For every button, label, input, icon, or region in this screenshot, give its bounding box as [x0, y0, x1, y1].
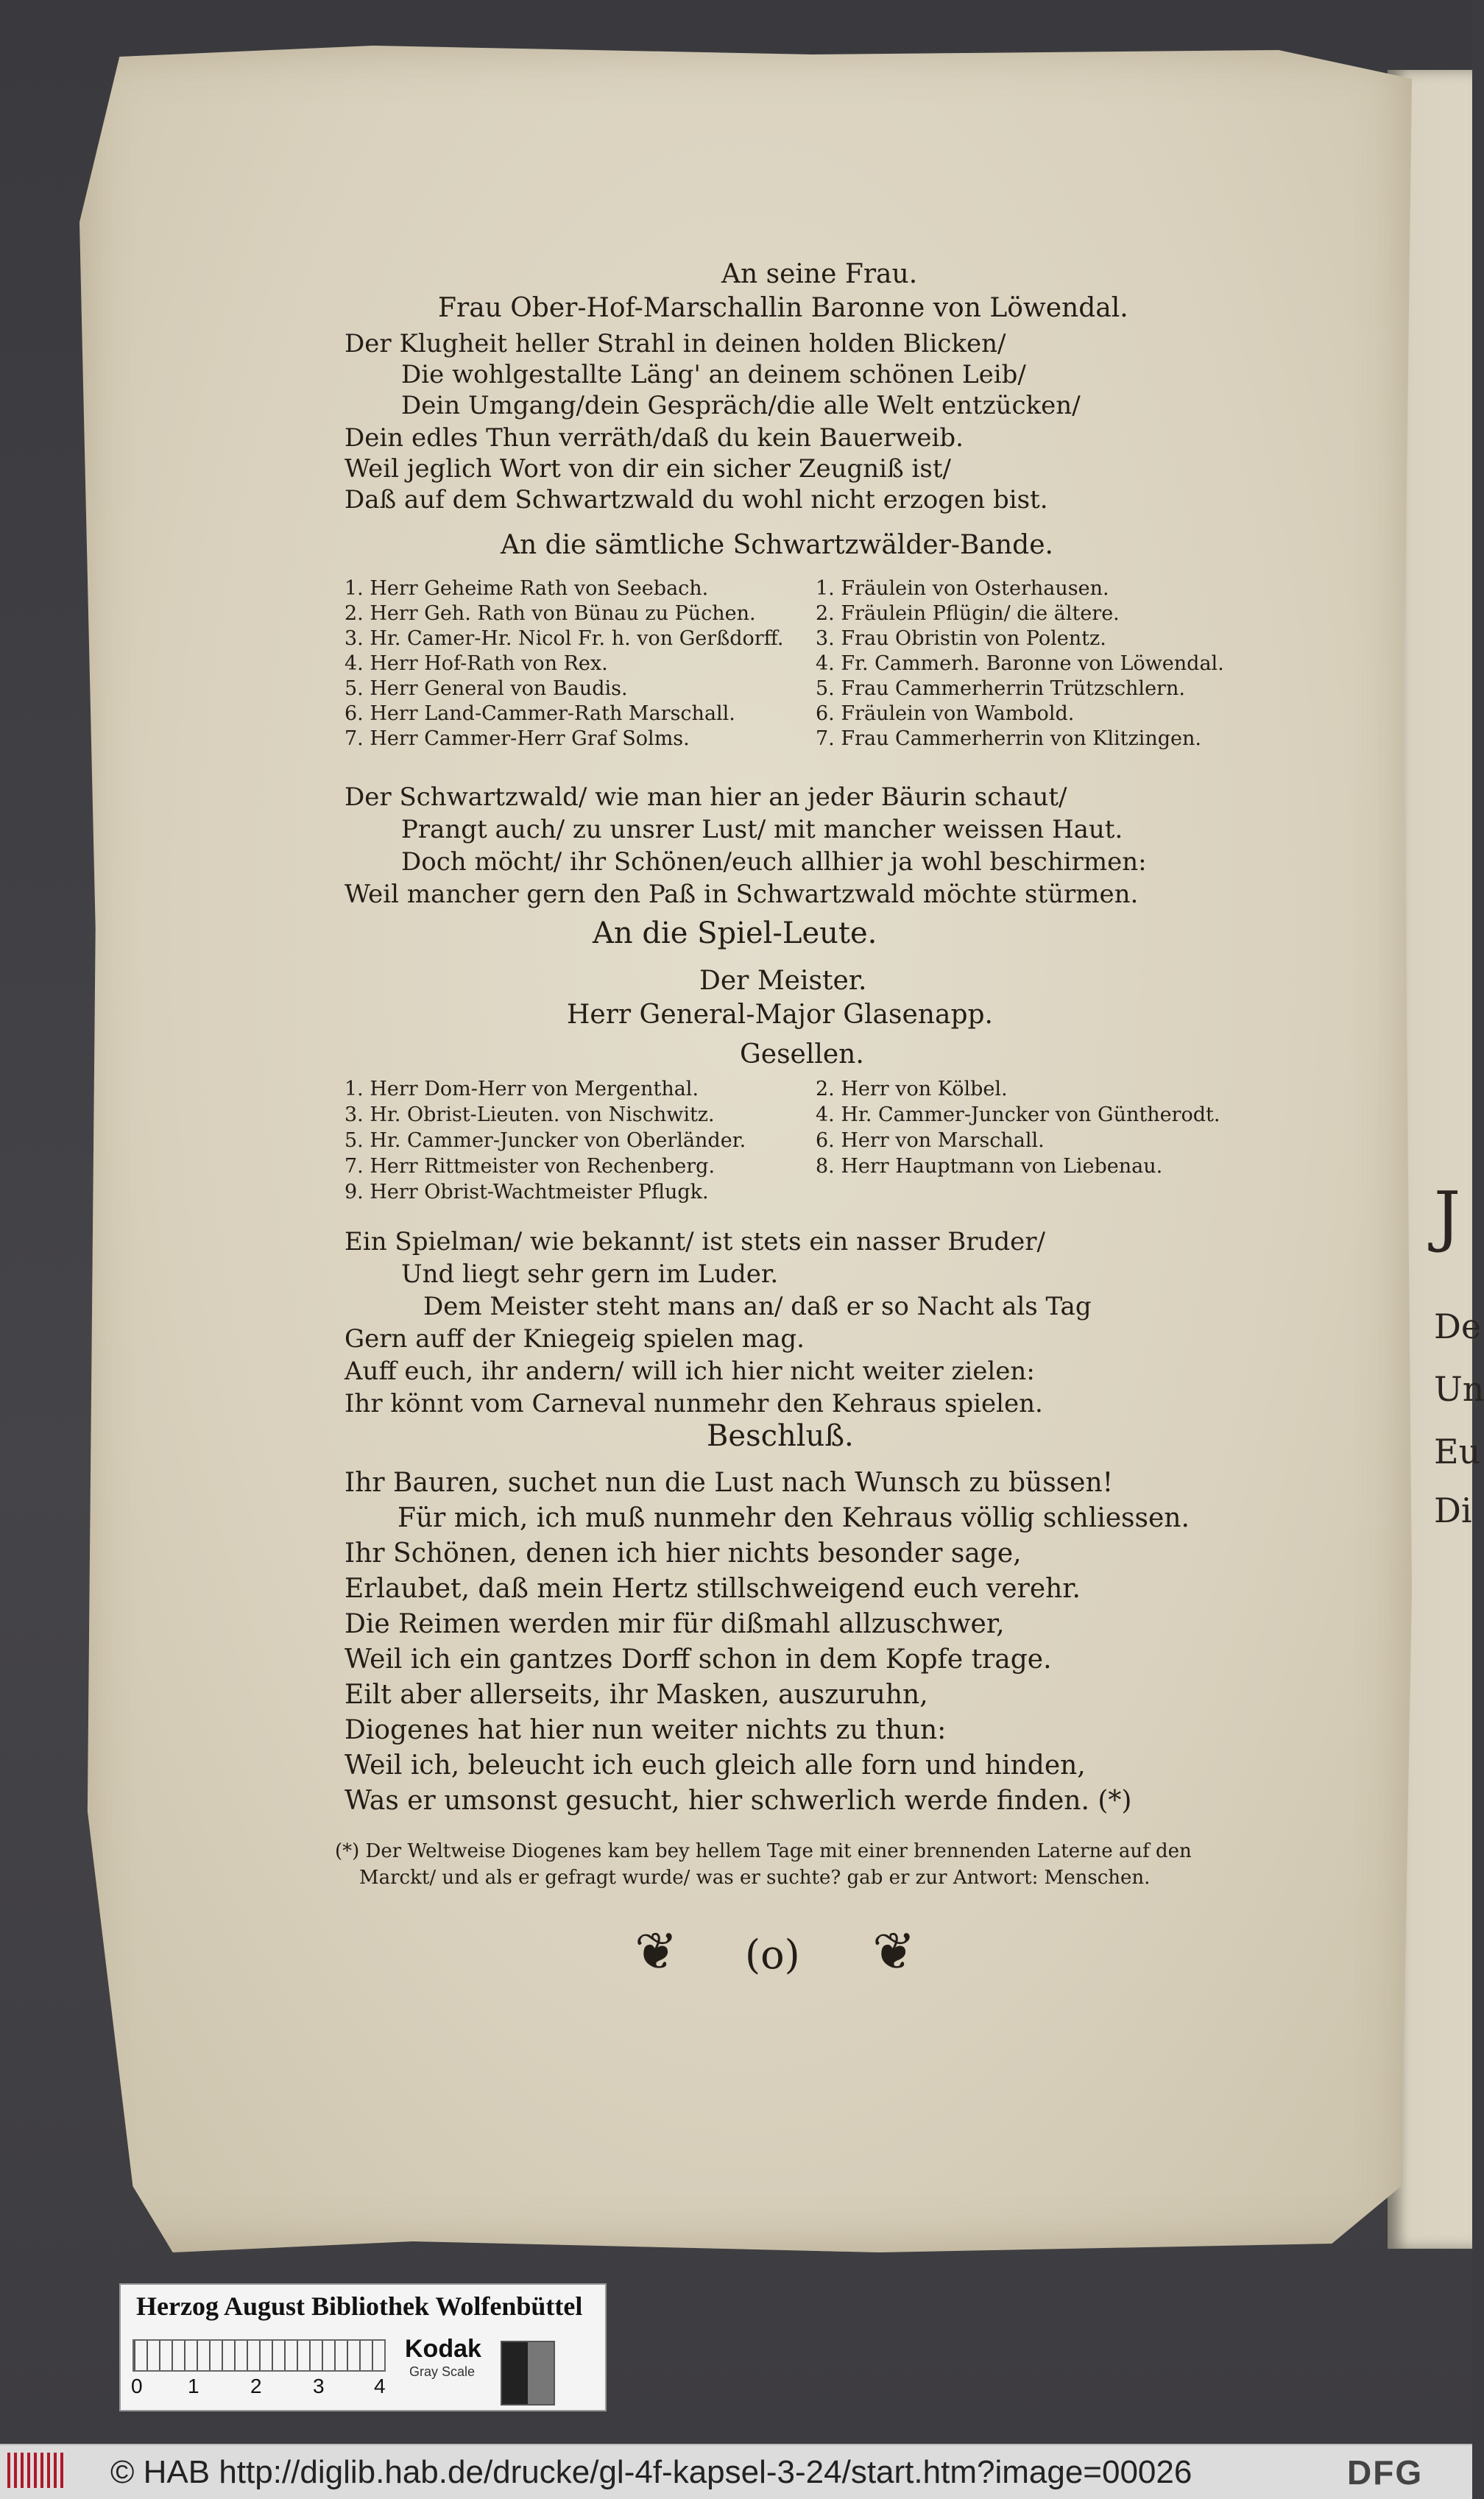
next-page-fragment: Eu — [1434, 1432, 1481, 1471]
verse-line: Daß auf dem Schwartzwald du wohl nicht erzogen bist. — [344, 485, 1048, 515]
list-item: 1. Herr Dom-Herr von Mergenthal. — [344, 1078, 699, 1100]
poem1-title: An seine Frau. — [721, 259, 918, 289]
poem1-subtitle: Frau Ober-Hof-Marschallin Baronne von Löwendal. — [438, 293, 1128, 323]
verse-line: Dein Umgang/dein Gespräch/die alle Welt entzücken/ — [401, 391, 1081, 420]
verse-line: Dem Meister steht mans an/ daß er so Nacht als Tag — [423, 1292, 1092, 1321]
section-title: Beschluß. — [707, 1419, 854, 1453]
footer-url[interactable]: © HAB http://diglib.hab.de/drucke/gl-4f-kapsel-3-24/start.htm?image=00026 — [110, 2454, 1192, 2490]
list-item: 1. Fräulein von Osterhausen. — [816, 577, 1109, 600]
next-page-fragment: De — [1434, 1307, 1482, 1346]
verse-line: Die Reimen werden mir für dißmahl allzuschwer, — [344, 1609, 1005, 1639]
dfg-logo: DFG — [1347, 2453, 1424, 2492]
list-item: 6. Herr von Marschall. — [816, 1129, 1045, 1152]
verse-line: Prangt auch/ zu unsrer Lust/ mit mancher weissen Haut. — [401, 815, 1123, 844]
gray-swatch — [501, 2341, 555, 2406]
list-item: 5. Hr. Cammer-Juncker von Oberländer. — [344, 1129, 746, 1152]
list-item: 7. Herr Cammer-Herr Graf Solms. — [344, 727, 690, 750]
verse-line: Der Klugheit heller Strahl in deinen holden Blicken/ — [344, 329, 1006, 358]
meister-name: Herr General-Major Glasenapp. — [567, 1000, 993, 1030]
section-title: An die sämtliche Schwartzwälder-Bande. — [501, 530, 1053, 560]
list-item: 2. Herr von Kölbel. — [816, 1078, 1008, 1100]
gesellen-label: Gesellen. — [740, 1039, 864, 1070]
list-item: 5. Frau Cammerherrin Trützschlern. — [816, 677, 1185, 700]
verse-line: Auff euch, ihr andern/ will ich hier nicht weiter zielen: — [344, 1357, 1035, 1386]
list-item: 3. Frau Obristin von Polentz. — [816, 627, 1106, 650]
page-mark: (o) — [745, 1931, 800, 1978]
meister-label: Der Meister. — [699, 966, 867, 996]
verse-line: Für mich, ich muß nunmehr den Kehraus völlig schliessen. — [398, 1503, 1190, 1533]
verse-line: Weil mancher gern den Paß in Schwartzwald möchte stürmen. — [344, 880, 1139, 909]
verse-line: Weil jeglich Wort von dir ein sicher Zeugniß ist/ — [344, 454, 951, 484]
list-item: 6. Fräulein von Wambold. — [816, 702, 1075, 725]
footnote: Marckt/ und als er gefragt wurde/ was er suchte? gab er zur Antwort: Menschen. — [359, 1867, 1151, 1889]
verse-line: Und liegt sehr gern im Luder. — [401, 1259, 779, 1289]
list-item: 8. Herr Hauptmann von Liebenau. — [816, 1155, 1163, 1178]
verse-line: Ihr Schönen, denen ich hier nichts besonder sage, — [344, 1538, 1022, 1569]
next-page-fragment: Di — [1434, 1491, 1472, 1530]
list-item: 9. Herr Obrist-Wachtmeister Pflugk. — [344, 1181, 709, 1203]
list-item: 4. Fr. Cammerh. Baronne von Löwendal. — [816, 652, 1224, 675]
list-item: 2. Herr Geh. Rath von Bünau zu Püchen. — [344, 602, 756, 625]
list-item: 1. Herr Geheime Rath von Seebach. — [344, 577, 709, 600]
kodak-subtitle: Gray Scale — [409, 2364, 476, 2379]
next-page-fragment: J — [1434, 1178, 1461, 1255]
list-item: 7. Frau Cammerherrin von Klitzingen. — [816, 727, 1201, 750]
verse-line: Der Schwartzwald/ wie man hier an jeder Bäurin schaut/ — [344, 782, 1067, 812]
verse-line: Die wohlgestallte Läng' an deinem schönen Leib/ — [401, 360, 1026, 389]
verse-line: Diogenes hat hier nun weiter nichts zu thun: — [344, 1715, 947, 1745]
verse-line: Ihr könnt vom Carneval nunmehr den Kehraus spielen. — [344, 1389, 1043, 1418]
list-item: 7. Herr Rittmeister von Rechenberg. — [344, 1155, 716, 1178]
verse-line: Dein edles Thun verräth/daß du kein Bauerweib. — [344, 423, 964, 453]
list-item: 3. Hr. Camer-Hr. Nicol Fr. h. von Gerßdorff. — [344, 627, 784, 650]
ornament-left-icon: ❦ — [635, 1921, 678, 1982]
verse-line: Gern auff der Kniegeig spielen mag. — [344, 1324, 805, 1354]
footnote: (*) Der Weltweise Diogenes kam bey hellem Tage mit einer brennenden Laterne auf den — [335, 1840, 1192, 1862]
verse-line: Eilt aber allerseits, ihr Masken, auszuruhn, — [344, 1680, 928, 1710]
scale-number: 0 — [131, 2375, 143, 2397]
verse-line: Ihr Bauren, suchet nun die Lust nach Wunsch zu büssen! — [344, 1468, 1114, 1498]
ornament-right-icon: ❦ — [872, 1921, 916, 1982]
list-item: 5. Herr General von Baudis. — [344, 677, 628, 700]
scale-number: 2 — [250, 2375, 262, 2397]
label-title: Herzog August Bibliothek Wolfenbüttel — [136, 2291, 583, 2321]
verse-line: Ein Spielman/ wie bekannt/ ist stets ein nasser Bruder/ — [344, 1227, 1045, 1256]
scale-number: 1 — [188, 2375, 199, 2397]
section-title: An die Spiel-Leute. — [593, 916, 877, 950]
list-item: 3. Hr. Obrist-Lieuten. von Nischwitz. — [344, 1103, 715, 1126]
list-item: 4. Herr Hof-Rath von Rex. — [344, 652, 608, 675]
list-item: 2. Fräulein Pflügin/ die ältere. — [816, 602, 1120, 625]
list-item: 4. Hr. Cammer-Juncker von Güntherodt. — [816, 1103, 1220, 1126]
verse-line: Weil ich, beleucht ich euch gleich alle forn und hinden, — [344, 1750, 1086, 1781]
ruler-scale — [132, 2339, 386, 2372]
verse-line: Doch möcht/ ihr Schönen/euch allhier ja wohl beschirmen: — [401, 847, 1147, 877]
kodak-brand: Kodak — [405, 2335, 481, 2363]
verse-line: Weil ich ein gantzes Dorff schon in dem Kopfe trage. — [344, 1644, 1052, 1675]
verse-line: Was er umsonst gesucht, hier schwerlich werde finden. (*) — [344, 1786, 1132, 1816]
verse-line: Erlaubet, daß mein Hertz stillschweigend euch verehr. — [344, 1574, 1081, 1604]
barcode-icon — [7, 2453, 66, 2488]
list-item: 6. Herr Land-Cammer-Rath Marschall. — [344, 702, 735, 725]
next-page-fragment: Un — [1434, 1369, 1484, 1409]
scale-number: 3 — [313, 2375, 325, 2397]
scale-number: 4 — [374, 2375, 386, 2397]
